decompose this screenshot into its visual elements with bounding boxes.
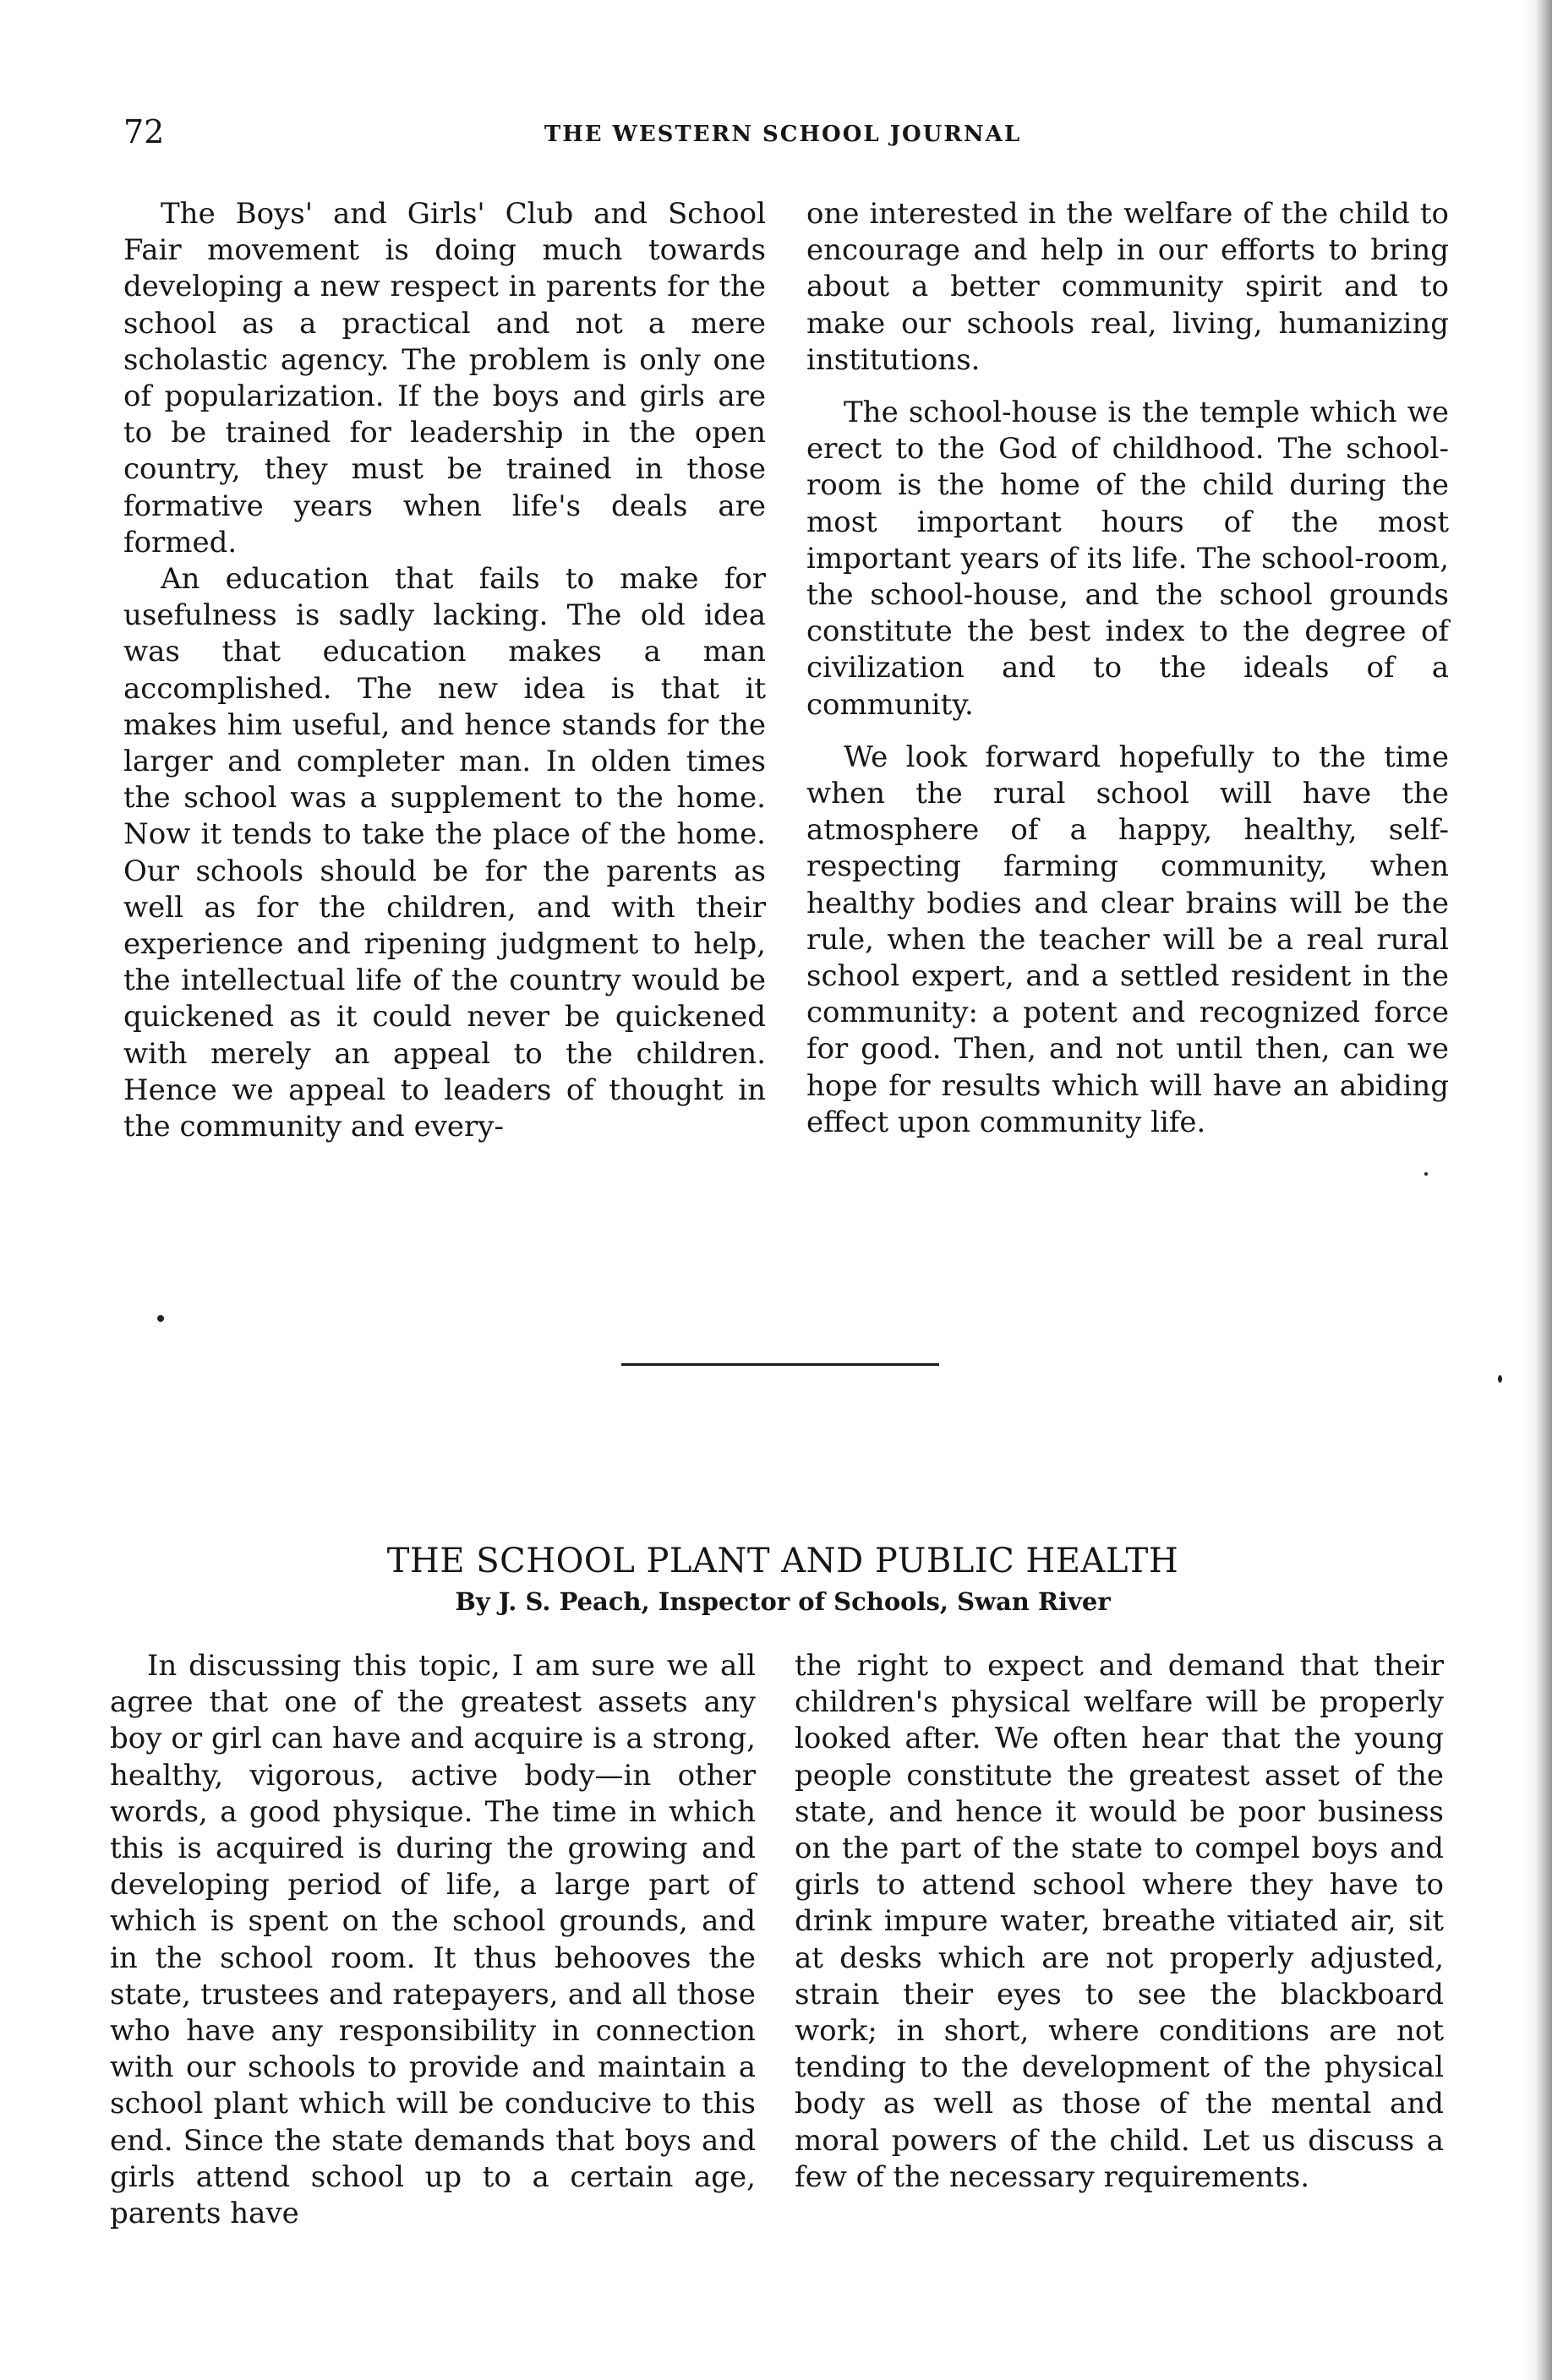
page-edge-shadow xyxy=(1523,0,1552,2380)
article-left-column xyxy=(110,1648,756,2232)
previous-article-right-column xyxy=(806,196,1449,1141)
section-divider xyxy=(621,1363,939,1366)
paragraph: The school-house is the temple which we erect to the God of childhood. The school-room is the home of the child during the most important hours of the most important years of its life. The school-room, the school-house, and the school grounds constitute the best index to the degree of civilization and to the ideals of a community. xyxy=(806,396,1449,722)
paragraph: The Boys' and Girls' Club and School Fair movement is doing much towards developing a new respect in parents for the school as a practical and not a mere scholastic agency. The problem is only one of popularization. If the boys and girls are to be trained for leadership in the open country, they must be trained in those formative years when life's deals are formed. xyxy=(123,197,766,560)
paragraph: the right to expect and demand that their children's physical welfare will be properly looked after. We often hear that the young people constitute the greatest asset of the state, and hence it would be poor business on the part of the state to compel boys and girls to attend school where they have to drink impure water, breathe vitiated air, sit at desks which are not properly adjusted, strain their eyes to see the blackboard work; in short, where conditions are not tending to the development of the physical body as well as those of the mental and moral powers of the child. Let us discuss a few of the necessary requirements. xyxy=(795,1649,1444,2194)
paragraph: In discussing this topic, I am sure we all agree that one of the greatest assets any boy or girl can have and acquire is a strong, healthy, vigorous, active body—in other words, a good physique. The time in which this is acquired is during the growing and developing period of life, a large part of which is spent on the school grounds, and in the school room. It thus behooves the state, trustees and ratepayers, and all those who have any responsibility in connection with our schools to provide and maintain a school plant which will be conducive to this end. Since the state demands that boys and girls attend school up to a certain age, parents have xyxy=(110,1649,756,2231)
print-speck xyxy=(157,1315,164,1322)
article-byline: By J. S. Peach, Inspector of Schools, Swan River xyxy=(455,1587,1111,1616)
paragraph: An education that fails to make for usefulness is sadly lacking. The old idea was that education makes a man accomplished. The new idea is that it makes him useful, and hence stands for the larger and completer man. In olden times the school was a supplement to the home. Now it tends to take the place of the home. Our schools should be for the parents as well as for the children, and with their experience and ripening judgment to help, the intellectual life of the country would be quickened as it could never be quickened with merely an appeal to the children. Hence we appeal to leaders of thought in the community and every- xyxy=(123,562,766,1144)
article-right-column xyxy=(795,1648,1444,2196)
previous-article-left-column xyxy=(123,196,766,1145)
page-header xyxy=(123,110,1442,161)
page-number: 72 xyxy=(123,113,165,150)
running-title: THE WESTERN SCHOOL JOURNAL xyxy=(544,122,1022,147)
print-speck xyxy=(1498,1375,1502,1383)
paragraph: one interested in the welfare of the child to encourage and help in our efforts to bring about a better community spirit and to make our schools real, living, humanizing institutions. xyxy=(806,197,1449,377)
print-speck xyxy=(1424,1172,1428,1176)
paragraph: We look forward hopefully to the time when the rural school will have the atmosphere of a happy, healthy, self-respecting farming community, when healthy bodies and clear brains will be the rule, when the teacher will be a real rural school expert, and a settled resident in the community: a potent and recognized force for good. Then, and not until then, can we hope for results which will have an abiding effect upon community life. xyxy=(806,740,1449,1139)
article-title: THE SCHOOL PLANT AND PUBLIC HEALTH xyxy=(386,1542,1179,1580)
